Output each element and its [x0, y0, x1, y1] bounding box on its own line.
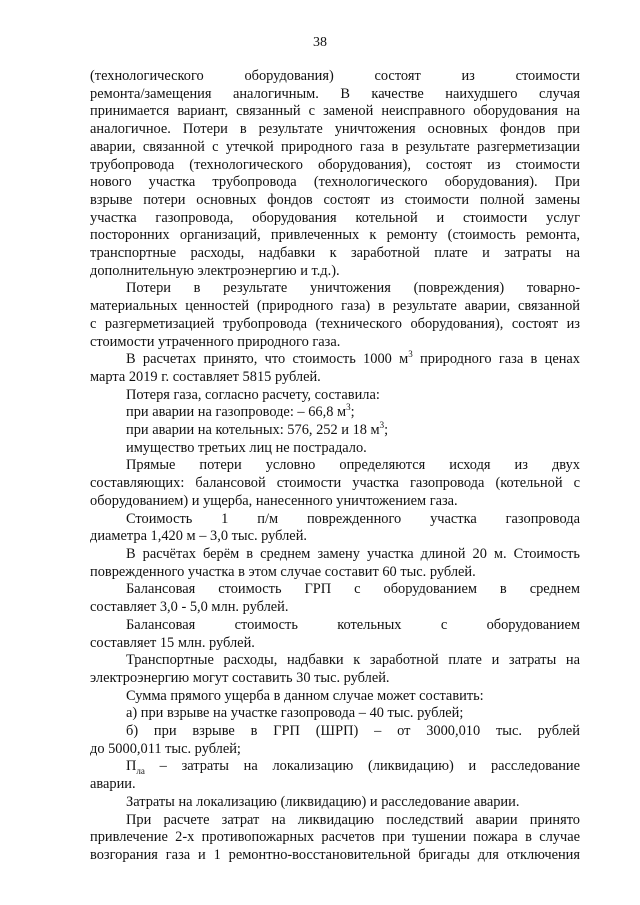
text-line	[90, 511, 580, 529]
text-line	[90, 705, 580, 723]
text-line	[90, 316, 580, 334]
text-line	[90, 723, 580, 741]
text-fragment: диаметра 1,420 м – 3,0 тыс. рублей.	[90, 528, 307, 545]
text-fragment: В расчётах берём в среднем замену участка длиной 20 м. Стоимость	[126, 545, 580, 562]
text-fragment: марта 2019 г. составляет 5815 рублей.	[90, 368, 321, 385]
text-fragment: Балансовая стоимость ГРП с оборудованием в среднем	[126, 581, 580, 598]
superscript: 3	[346, 402, 351, 413]
text-fragment: Затраты на локализацию (ликвидацию) и расследование аварии.	[126, 793, 520, 810]
text-fragment: – затраты на локализацию (ликвидацию) и расследование	[144, 758, 580, 775]
subscript: ла	[136, 766, 145, 777]
text-line	[90, 440, 580, 458]
text-fragment: поврежденного участка в этом случае составит 60 тыс. рублей.	[90, 563, 476, 580]
text-line	[90, 192, 580, 210]
superscript: 3	[408, 349, 413, 360]
text-fragment: оборудованием) и ущерба, нанесенного уничтожением газа.	[90, 492, 458, 509]
text-line	[90, 581, 580, 599]
text-fragment: В расчетах принято, что стоимость 1000 м	[126, 351, 409, 368]
text-line	[90, 263, 580, 281]
text-line	[90, 829, 580, 847]
text-fragment: Потери в результате уничтожения (повреждения) товарно-	[126, 280, 580, 297]
text-line	[90, 528, 580, 546]
text-fragment: привлечение 2-х противопожарных расчетов при тушении пожара в случае	[90, 829, 580, 846]
text-fragment: стоимости утраченного природного газа.	[90, 333, 341, 350]
text-line	[90, 280, 580, 298]
text-line	[90, 245, 580, 263]
text-fragment: Стоимость 1 п/м поврежденного участка газопровода	[126, 510, 580, 527]
text-line	[90, 68, 580, 86]
text-line	[90, 298, 580, 316]
text-fragment: ремонта/замещения аналогичным. В качестве наихудшего случая	[90, 85, 580, 102]
text-fragment: составляющих: балансовой стоимости участка газопровода (котельной с	[90, 475, 580, 492]
text-fragment: Потеря газа, согласно расчету, составила:	[126, 386, 380, 403]
text-line	[90, 157, 580, 175]
text-line	[90, 369, 580, 387]
text-line	[90, 121, 580, 139]
text-line	[90, 86, 580, 104]
text-fragment: с разгерметизацией трубопровода (технического оборудования), состоят из	[90, 315, 580, 332]
text-line	[90, 741, 580, 759]
text-line	[90, 174, 580, 192]
text-fragment: принимается вариант, связанный с заменой неисправного оборудования на	[90, 103, 580, 120]
text-fragment: электроэнергию могут составить 30 тыс. рублей.	[90, 669, 390, 686]
text-line	[90, 493, 580, 511]
text-fragment: Транспортные расходы, надбавки к заработной плате и затраты на	[126, 652, 580, 669]
text-fragment: материальных ценностей (природного газа) в результате аварии, связанной	[90, 298, 580, 315]
text-line	[90, 334, 580, 352]
text-fragment: При расчете затрат на ликвидацию последствий аварии принято	[126, 811, 580, 828]
body-text	[90, 68, 580, 865]
text-fragment: б) при взрыве в ГРП (ШРП) – от 3000,010 тыс. рублей	[126, 723, 580, 740]
text-line	[90, 546, 580, 564]
text-line	[90, 564, 580, 582]
text-line	[90, 475, 580, 493]
text-fragment: а) при взрыве на участке газопровода – 40 тыс. рублей;	[126, 705, 464, 722]
text-fragment: при аварии на газопроводе: – 66,8 м	[126, 404, 347, 421]
text-line	[90, 635, 580, 653]
text-fragment: составляет 3,0 - 5,0 млн. рублей.	[90, 599, 289, 616]
text-line	[90, 103, 580, 121]
text-fragment: природного газа в ценах	[412, 351, 580, 368]
text-fragment: имущество третьих лиц не пострадало.	[126, 439, 367, 456]
text-fragment: при аварии на котельных: 576, 252 и 18 м	[126, 422, 380, 439]
text-line	[90, 210, 580, 228]
text-line	[90, 457, 580, 475]
text-line	[90, 670, 580, 688]
text-fragment: участка газопровода, оборудования котельной и стоимости услуг	[90, 209, 580, 226]
text-fragment: аварии.	[90, 776, 136, 793]
page-number: 38	[313, 35, 327, 50]
text-fragment: посторонних организаций, привлеченных к ремонту (стоимость ремонта,	[90, 227, 580, 244]
text-fragment: ;	[384, 422, 389, 439]
superscript: 3	[379, 420, 385, 431]
text-fragment: аналогичное. Потери в результате уничтожения основных фондов при	[90, 121, 580, 138]
text-fragment: транспортные расходы, надбавки к заработной плате и затраты на	[90, 245, 580, 262]
text-line	[90, 758, 580, 776]
text-fragment: Балансовая стоимость котельных с оборудованием	[126, 616, 580, 633]
text-fragment: Сумма прямого ущерба в данном случае может составить:	[126, 687, 484, 704]
text-fragment: дополнительную электроэнергию и т.д.).	[90, 262, 340, 279]
text-line	[90, 387, 580, 405]
text-fragment: ;	[350, 404, 355, 421]
text-fragment: (технологического оборудования) состоят из стоимости	[90, 68, 580, 84]
text-fragment: до 5000,011 тыс. рублей;	[90, 740, 241, 757]
text-line	[90, 599, 580, 617]
text-fragment: трубопровода (технологического оборудования), состоят из стоимости	[90, 156, 580, 173]
text-fragment: составляет 15 млн. рублей.	[90, 634, 255, 651]
text-line	[90, 652, 580, 670]
text-fragment: нового участка трубопровода (технологического оборудования). При	[90, 174, 580, 191]
text-fragment: взрыве потери основных фондов состоят из стоимости полной замены	[90, 191, 580, 208]
text-line	[90, 404, 580, 422]
text-line	[90, 422, 580, 440]
text-line	[90, 688, 580, 706]
text-fragment: аварии, связанной с утечкой природного газа в результате разгерметизации	[90, 138, 580, 155]
text-fragment: Прямые потери условно определяются исходя из двух	[126, 457, 580, 474]
text-line	[90, 227, 580, 245]
text-line	[90, 847, 580, 865]
text-fragment: возгорания газа и 1 ремонтно-восстановительной бригады для отключения	[90, 846, 580, 863]
text-line	[90, 812, 580, 830]
text-line	[90, 617, 580, 635]
text-line	[90, 776, 580, 794]
text-fragment: П	[126, 758, 137, 775]
text-line	[90, 794, 580, 812]
text-line	[90, 139, 580, 157]
text-line	[90, 351, 580, 369]
